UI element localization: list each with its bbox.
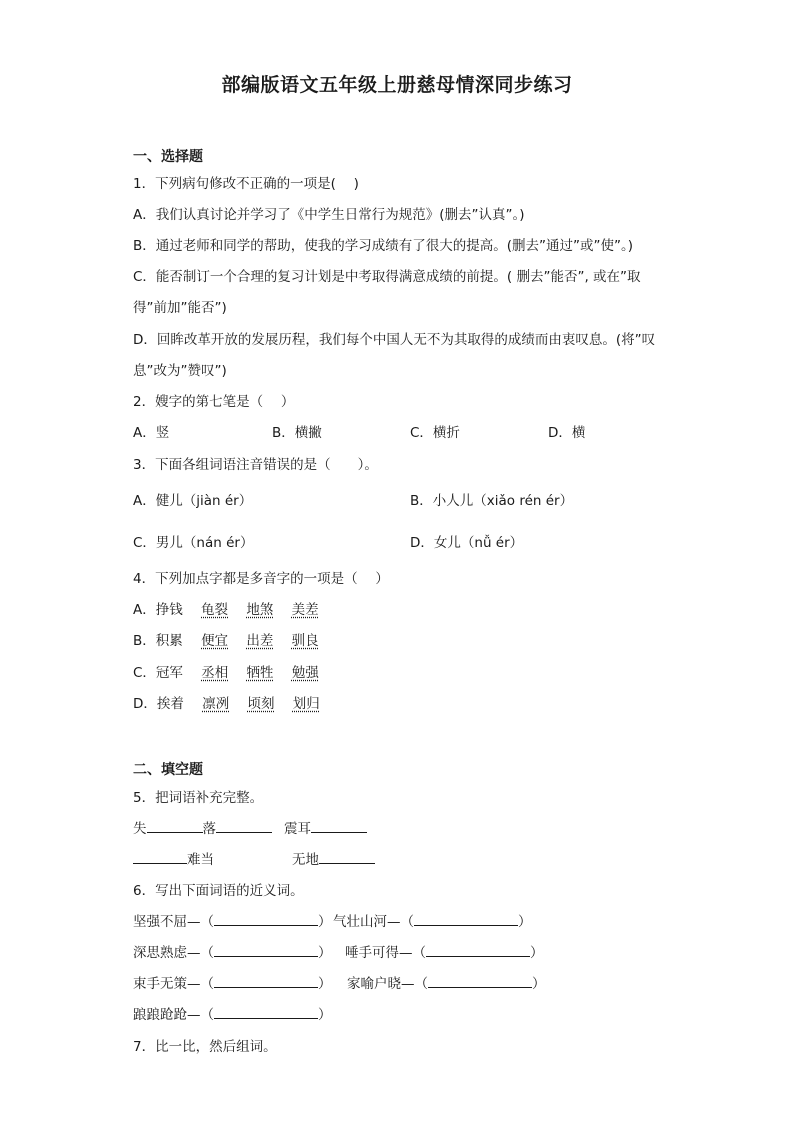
q6-item-1 <box>133 910 332 930</box>
q5-blank-5[interactable] <box>319 849 375 864</box>
q2-option-c: C．横折 <box>410 425 460 441</box>
q6-item-7-close: ） <box>318 1007 332 1023</box>
q6-item-2 <box>333 910 532 930</box>
q2-option-d: D．横 <box>548 425 586 441</box>
q2-stem: 2．嫂字的第七笔是（ ） <box>133 394 295 410</box>
q7-stem: 7．比一比，然后组词。 <box>133 1039 277 1055</box>
q5-word-wudi: 无地 <box>292 852 319 868</box>
q6-item-3 <box>133 941 332 961</box>
q3-option-a: A．健儿（jiàn ér） <box>133 493 253 509</box>
q5-row1 <box>133 817 367 837</box>
q1-option-d-line1: D．回眸改革开放的发展历程，我们每个中国人无不为其取得的成绩而由衷叹息。(将”叹 <box>133 332 656 348</box>
q6-stem: 6．写出下面词语的近义词。 <box>133 883 304 899</box>
q6-blank-4[interactable] <box>426 942 530 957</box>
q4-b-word2: 便宜 <box>201 633 229 649</box>
q6-item-4 <box>345 941 544 961</box>
q6-item-5-close: ） <box>318 976 332 992</box>
q5-word-luo: 落 <box>202 821 216 837</box>
q6-item-3-label: 深思熟虑—（ <box>133 945 214 961</box>
q6-item-6 <box>347 972 546 992</box>
q1-option-d-line2: 息”改为”赞叹”) <box>133 363 227 379</box>
q6-item-2-label: 气壮山河—（ <box>333 914 414 930</box>
q6-blank-7[interactable] <box>214 1004 318 1019</box>
q4-d-word4: 划归 <box>292 696 320 712</box>
q6-item-1-label: 坚强不屈—（ <box>133 914 214 930</box>
q6-item-6-close: ） <box>532 976 546 992</box>
q6-item-5 <box>133 972 332 992</box>
q3-option-d: D．女儿（nǚ ér） <box>410 535 524 551</box>
q1-option-c-line2: 得”前加”能否”) <box>133 300 227 316</box>
q6-blank-6[interactable] <box>428 973 532 988</box>
q6-item-5-label: 束手无策—（ <box>133 976 214 992</box>
q3-option-b: B．小人儿（xiǎo rén ér） <box>410 493 574 509</box>
q5-blank-1[interactable] <box>147 818 203 833</box>
q1-option-b: B．通过老师和同学的帮助，使我的学习成绩有了很大的提高。(删去”通过”或”使”。) <box>133 238 634 254</box>
q5-word-zhener: 震耳 <box>284 821 311 837</box>
q4-a-label: A．挣钱 <box>133 602 183 618</box>
q4-d-label: D．挨着 <box>133 696 184 712</box>
q2-option-a: A．竖 <box>133 425 170 441</box>
q6-item-4-label: 唾手可得—（ <box>345 945 426 961</box>
q4-option-a <box>133 598 319 618</box>
q6-item-1-close: ） <box>318 914 332 930</box>
q4-c-word2: 丞相 <box>201 665 229 681</box>
q6-item-7 <box>133 1003 332 1023</box>
page-title: 部编版语文五年级上册慈母情深同步练习 <box>221 74 573 96</box>
q6-item-6-label: 家喻户晓—（ <box>347 976 428 992</box>
q6-blank-3[interactable] <box>214 942 318 957</box>
q4-a-word3: 地煞 <box>246 602 274 618</box>
q4-option-d <box>133 692 320 712</box>
q6-blank-1[interactable] <box>214 911 318 926</box>
q5-row2 <box>133 848 375 868</box>
q4-b-label: B．积累 <box>133 633 183 649</box>
q4-option-c <box>133 661 319 681</box>
section-heading-choice: 一、选择题 <box>133 149 203 165</box>
q4-a-word4: 美差 <box>291 602 319 618</box>
q1-stem: 1．下列病句修改不正确的一项是( ) <box>133 176 359 192</box>
q6-item-3-close: ） <box>318 945 332 961</box>
q2-option-b: B．横撇 <box>272 425 322 441</box>
q1-option-c-line1: C．能否制订一个合理的复习计划是中考取得满意成绩的前提。( 删去”能否”, 或在”取 <box>133 269 641 285</box>
q3-stem: 3．下面各组词语注音错误的是（ ）。 <box>133 457 378 473</box>
q5-blank-2[interactable] <box>216 818 272 833</box>
q6-item-7-label: 踉踉跄跄—（ <box>133 1007 214 1023</box>
q4-b-word3: 出差 <box>246 633 274 649</box>
q4-b-word4: 驯良 <box>291 633 319 649</box>
q4-c-label: C．冠军 <box>133 665 183 681</box>
q3-option-c: C．男儿（nán ér） <box>133 535 254 551</box>
section-heading-fill: 二、填空题 <box>133 762 203 778</box>
q4-a-word2: 龟裂 <box>201 602 229 618</box>
q4-c-word3: 牺牲 <box>246 665 274 681</box>
q4-option-b <box>133 629 319 649</box>
q5-word-nandang: 难当 <box>187 852 214 868</box>
q4-d-word2: 凛冽 <box>202 696 230 712</box>
q4-c-word4: 勉强 <box>291 665 319 681</box>
q4-stem: 4．下列加点字都是多音字的一项是（ ） <box>133 571 389 587</box>
q5-word-shi: 失 <box>133 821 147 837</box>
q4-d-word3: 顷刻 <box>247 696 275 712</box>
q1-option-a: A．我们认真讨论并学习了《中学生日常行为规范》(删去”认真”。) <box>133 207 525 223</box>
q5-blank-3[interactable] <box>311 818 367 833</box>
q5-stem: 5．把词语补充完整。 <box>133 790 264 806</box>
q5-blank-4[interactable] <box>133 849 187 864</box>
q6-blank-2[interactable] <box>414 911 518 926</box>
q6-item-4-close: ） <box>530 945 544 961</box>
q6-item-2-close: ） <box>518 914 532 930</box>
q6-blank-5[interactable] <box>214 973 318 988</box>
